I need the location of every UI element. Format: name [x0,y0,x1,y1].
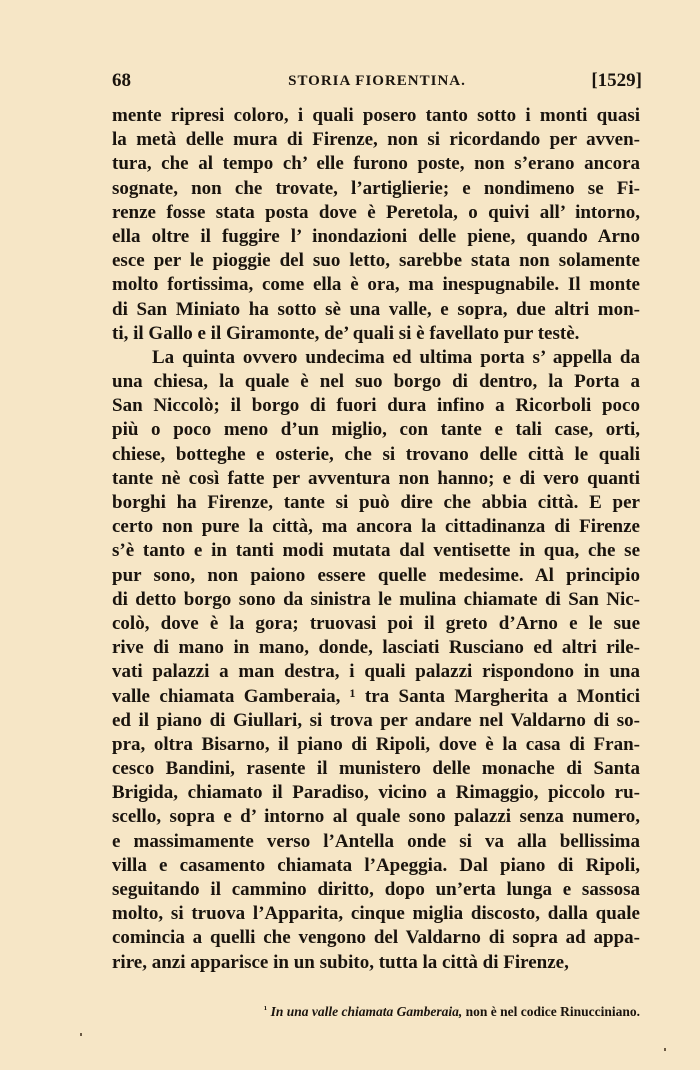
text-line: molto fortissima, come ella è ora, ma inespugnabile. Il monte [112,274,640,296]
text-line: San Niccolò; il borgo di fuori dura infino a Ricorboli poco [112,395,640,417]
footnote-mark: ¹ [263,1004,268,1016]
text-line: valle chiamata Gamberaia, ¹ tra Santa Margherita a Montici [112,685,640,707]
text-line: molto, si truova l’Apparita, cinque miglia discosto, dalla quale [112,903,640,925]
text-line: di San Miniato ha sotto sè una valle, e sopra, due altri mon- [112,298,640,320]
text-line: la metà delle mura di Firenze, non si ricordando per avven- [112,129,640,151]
text-line: villa e casamento chiamata l’Apeggia. Dal piano di Ripoli, [112,854,640,876]
text-line: Brigida, chiamato il Paradiso, vicino a Rimaggio, piccolo ru- [112,782,640,804]
text-line: cesco Bandini, rasente il munistero delle monache di Santa [112,758,640,780]
paper-speck [664,1048,666,1051]
text-line: più o poco meno d’un miglio, con tante e tali case, orti, [112,419,640,441]
text-line: ella oltre il fuggire l’ inondazioni delle piene, quando Arno [112,225,640,247]
text-line: seguitando il cammino diritto, dopo un’erta lunga e sassosa [112,879,640,900]
text-line: esce per le pioggie del suo letto, sarebbe stata non solamente [112,250,640,272]
page-number: 68 [112,70,131,91]
running-title: STORIA FIORENTINA. [288,73,466,89]
text-line: e massimamente verso l’Antella onde si va alla bellissima [112,830,640,852]
text-line: tura, che al tempo ch’ elle furono poste, non s’erano ancora [112,153,640,175]
body-text [112,104,640,975]
footnote-italic: In una valle chiamata Gamberaia, [270,1004,463,1019]
page-header [112,70,642,94]
year-marker: [1529] [591,70,642,91]
footnote-text: non è nel codice Rinucciniano. [465,1004,640,1019]
text-line: sognate, non che trovate, l’artiglierie; e nondimeno se Fi- [112,177,640,199]
text-line: renze fosse stata posta dove è Peretola, o quivi all’ intorno, [112,201,640,223]
text-line: rive di mano in mano, donde, lasciati Rusciano ed altri rile- [112,637,640,659]
text-line: rire, anzi apparisce in un subito, tutta la città di Firenze, [112,951,569,973]
text-line: comincia a quelli che vengono del Valdarno di sopra ad appa- [112,927,640,949]
text-line: tante nè così fatte per avventura non hanno; e di vero quanti [112,467,640,489]
text-line: pur sono, non paiono essere quelle medesime. Al principio [112,564,640,586]
text-line: scello, sopra e d’ intorno al quale sono palazzi senza numero, [112,806,640,828]
text-line: una chiesa, la quale è nel suo borgo di dentro, la Porta a [112,371,640,393]
text-line: vati palazzi a man destra, i quali palazzi rispondono in una [112,661,640,683]
text-line: ti, il Gallo e il Giramonte, de’ quali si è favellato pur testè. [112,322,580,344]
text-line: mente ripresi coloro, i quali posero tanto sotto i monti quasi [112,105,640,126]
text-line: borghi ha Firenze, tante si può dire che abbia città. E per [112,492,640,513]
text-line: ed il piano di Giullari, si trova per andare nel Valdarno di so- [112,709,640,731]
paper-speck [80,1033,82,1036]
text-line: certo non pure la città, ma ancora la cittadinanza di Firenze [112,516,640,538]
text-line: s’è tanto e in tanti modi mutata dal ventisette in qua, che se [112,540,640,562]
text-line: pra, oltra Bisarno, il piano di Ripoli, dove è la casa di Fran- [112,733,640,755]
text-line: chiese, botteghe e osterie, che si trovano delle città le quali [112,443,640,465]
text-line: colò, dove è la gora; truovasi poi il greto d’Arno e le sue [112,612,640,634]
text-line: di detto borgo sono da sinistra le mulina chiamate di San Nic- [112,588,640,610]
text-line: La quinta ovvero undecima ed ultima porta s’ appella da [152,346,640,368]
footnote [112,1004,640,1020]
